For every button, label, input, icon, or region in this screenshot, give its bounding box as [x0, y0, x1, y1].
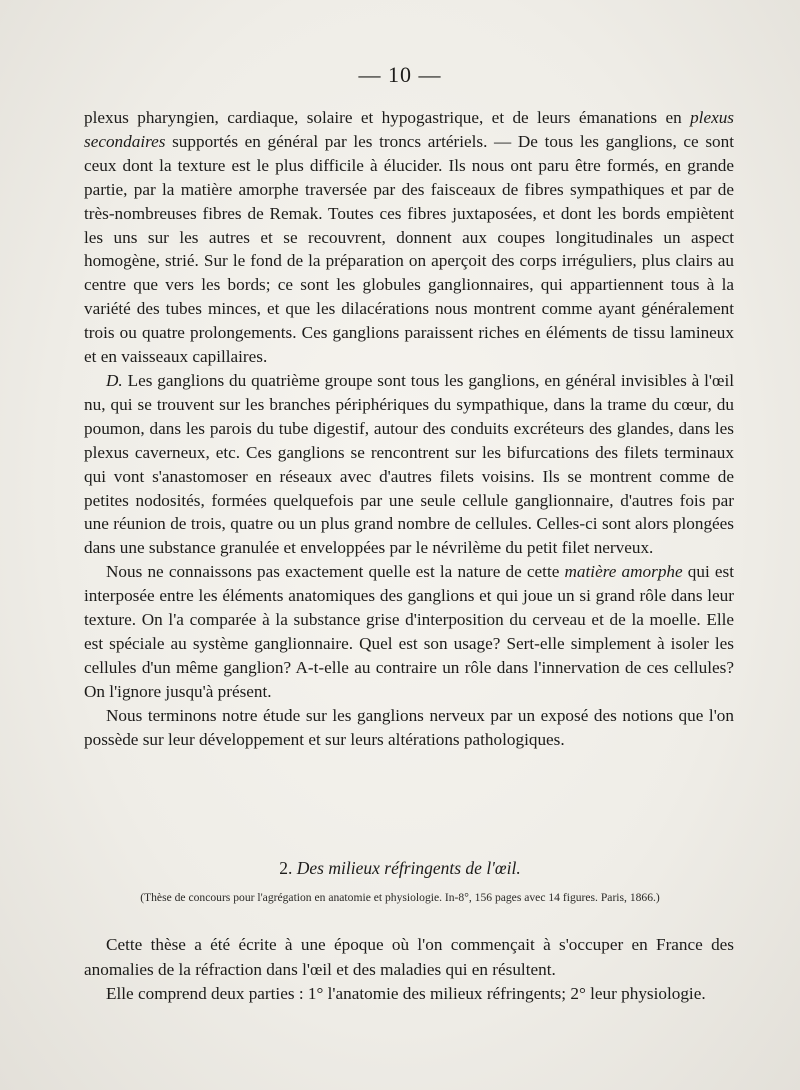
- citation-note: (Thèse de concours pour l'agrégation en anatomie et physiologie. In-8°, 156 pages avec 14 figures. Paris, 1866.): [140, 891, 660, 904]
- italic-text: D.: [106, 370, 123, 390]
- text-run: Nous terminons notre étude sur les ganglions nerveux par un exposé des notions que l'on possède sur leur développement et sur leurs altérations pathologiques.: [84, 705, 734, 749]
- text-run: Les ganglions du quatrième groupe sont tous les ganglions, en général invisibles à l'œil nu, qui se trouvent sur les branches périphériques du sympathique, dans la trame du cœur, du poumon, dans les parois du tube digestif, autour des conduits excréteurs des glandes, dans les plexus caverneux, etc. Ces ganglions se rencontrent sur les bifurcations des filets terminaux qui vont s'anastomoser en réseaux avec d'autres filets voisins. Ils se montrent comme de petites nodosités, formées quelquefois par une seule cellule ganglionnaire, d'autres fois par une réunion de trois, quatre ou un plus grand nombre de cellules. Celles-ci sont alors plongées dans une substance granulée et enveloppées par le névrilème du petit filet nerveux.: [84, 370, 734, 558]
- section-title: Des milieux réfringents de l'œil.: [296, 858, 521, 878]
- body-text-bottom: [84, 933, 734, 1007]
- paragraph: [84, 106, 734, 369]
- body-text-top: [84, 106, 734, 751]
- section-heading: [0, 858, 800, 879]
- text-run: Nous ne connaissons pas exactement quelle est la nature de cette: [106, 562, 565, 582]
- paragraph: [84, 704, 734, 752]
- italic-text: matière amorphe: [564, 562, 683, 582]
- italic-text: plexus secondaires: [84, 108, 734, 151]
- paragraph: [84, 933, 734, 982]
- paragraph: [84, 369, 734, 560]
- section-number: 2.: [279, 858, 293, 878]
- text-run: Cette thèse a été écrite à une époque où l'on commençait à s'occuper en France des anomalies de la réfraction dans l'œil et des maladies qui en résultent.: [84, 935, 734, 979]
- text-run: plexus pharyngien, cardiaque, solaire et hypogastrique, et de leurs émanations en: [84, 108, 691, 127]
- paragraph: [84, 982, 734, 1007]
- page-number: — 10 —: [358, 62, 442, 87]
- text-run: Elle comprend deux parties : 1° l'anatomie des milieux réfringents; 2° leur physiologie.: [106, 984, 706, 1003]
- text-run: supportés en général par les troncs artériels. — De tous les ganglions, ce sont ceux dont la texture est le plus difficile à élucider. Ils nous ont paru être formés, en grande partie, par la matière amorphe traversée par des faisceaux de fibres sympathiques et par de très-nombreuses fibres de Remak. Toutes ces fibres juxtaposées, et dont les bords empiètent les uns sur les autres et se recouvrent, donnent aux coupes longitudinales un aspect homogène, strié. Sur le fond de la préparation on aperçoit des corps irréguliers, plus clairs au centre que vers les bords; ce sont les globules ganglionnaires, qui appartiennent tous à la variété des tubes minces, et que les dilacérations nous montrent comme ayant généralement trois ou quatre prolongements. Ces ganglions paraissent riches en éléments de tissu lamineux et en vaisseaux capillaires.: [84, 131, 734, 367]
- paragraph: [84, 560, 734, 703]
- text-run: qui est interposée entre les éléments anatomiques des ganglions et qui joue un si grand rôle dans leur texture. On l'a comparée à la substance grise d'interposition du cerveau et de la moelle. Elle est spéciale au système ganglionnaire. Quel est son usage? Sert-elle simplement à isoler les cellules d'un même ganglion? A-t-elle au contraire un rôle dans l'innervation de ces cellules? On l'ignore jusqu'à présent.: [84, 562, 734, 701]
